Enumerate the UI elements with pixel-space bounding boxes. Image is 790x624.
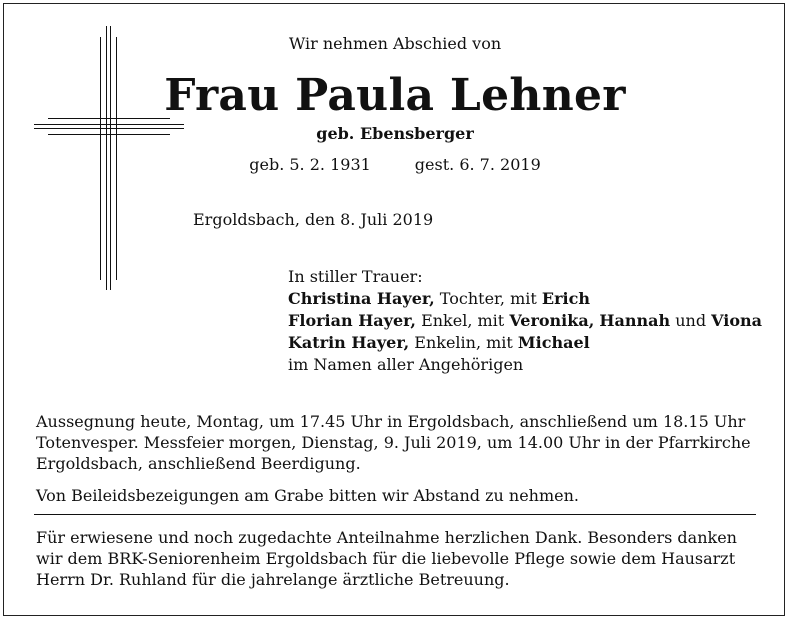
partner-name: Viona bbox=[711, 311, 763, 330]
partner-name: Michael bbox=[517, 333, 590, 352]
mourner-name: Florian Hayer, bbox=[288, 311, 416, 330]
mourner-relation: Enkelin, mit bbox=[409, 333, 518, 352]
mourners-block bbox=[288, 266, 762, 376]
obituary-notice bbox=[3, 3, 785, 616]
place-date: Ergoldsbach, den 8. Juli 2019 bbox=[193, 210, 434, 229]
divider bbox=[34, 514, 756, 515]
mourner-name: Christina Hayer, bbox=[288, 289, 435, 308]
partner-name: Erich bbox=[541, 289, 590, 308]
thanks-text: Für erwiesene und noch zugedachte Anteilnahme herzlichen Dank. Besonders danken wir dem BRK-Seniorenheim Ergoldsbach für die liebevolle Pflege sowie dem Hausarzt Herrn Dr. Ruhland für die jahrelange ärztliche Betreuung. bbox=[36, 528, 737, 589]
deceased-name: Frau Paula Lehner bbox=[164, 70, 626, 121]
partner-name: Hannah bbox=[599, 311, 671, 330]
mourning-header: In stiller Trauer: bbox=[288, 267, 423, 286]
death-date: gest. 6. 7. 2019 bbox=[414, 155, 541, 174]
separator: und bbox=[670, 311, 712, 330]
mourner-row bbox=[288, 332, 762, 354]
partner-name: Veronika, bbox=[509, 311, 595, 330]
mourner-row bbox=[288, 288, 762, 310]
mourners-footer: im Namen aller Angehörigen bbox=[288, 355, 524, 374]
mourner-relation: Enkel, mit bbox=[415, 311, 510, 330]
life-dates bbox=[4, 155, 786, 174]
service-info: Aussegnung heute, Montag, um 17.45 Uhr in Ergoldsbach, anschließend um 18.15 Uhr Totenvesper. Messfeier morgen, Dienstag, 9. Juli 2019, um 14.00 Uhr in der Pfarrkirche Ergoldsbach, anschließend Beerdigung. bbox=[36, 412, 751, 473]
birth-date: geb. 5. 2. 1931 bbox=[249, 155, 371, 174]
mourner-relation: Tochter, mit bbox=[434, 289, 542, 308]
mourner-name: Katrin Hayer, bbox=[288, 333, 410, 352]
condolence-request: Von Beileidsbezeigungen am Grabe bitten wir Abstand zu nehmen. bbox=[36, 486, 580, 505]
intro-text: Wir nehmen Abschied von bbox=[288, 34, 502, 53]
birth-name: geb. Ebensberger bbox=[316, 124, 474, 143]
mourner-row bbox=[288, 310, 762, 332]
